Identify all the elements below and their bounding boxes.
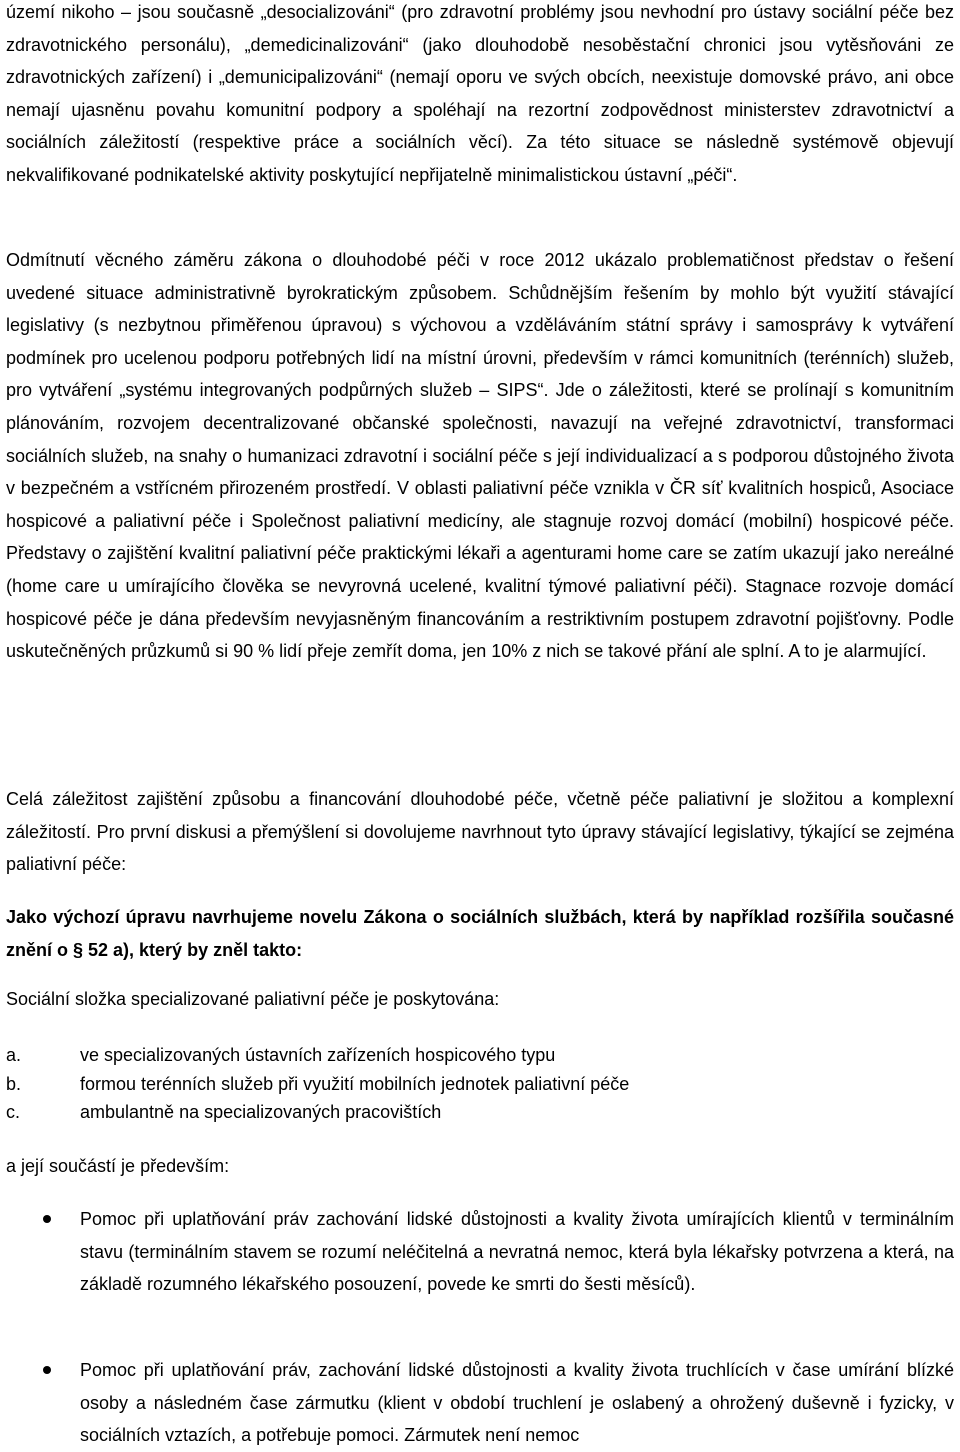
paragraph-proposal-bold: Jako výchozí úpravu navrhujeme novelu Zákona o sociálních službách, která by například rozšířila současné znění o § 52 a), který by zněl takto: (6, 907, 954, 960)
bullet-item (6, 1203, 954, 1301)
components-list-continued (6, 1354, 954, 1452)
components-list (6, 1203, 954, 1301)
list-item-text: ve specializovaných ústavních zařízeních hospicového typu (80, 1045, 556, 1065)
bullet-icon (43, 1215, 51, 1223)
provision-list (6, 1041, 954, 1127)
list-item (6, 1098, 954, 1127)
bullet-item-text: Pomoc při uplatňování práv, zachování lidské důstojnosti a kvality života truchlících v čase umírání blízké osoby a následném čase zármutku (klient v období truchlení je oslabený a ohrožený duševně i fyzicky, v sociálních vztazích, a potřebuje pomoci. Zármutek není nemoc (80, 1360, 954, 1446)
bullet-item-text: Pomoc při uplatňování práv zachování lidské důstojnosti a kvality života umírajících klientů v terminálním stavu (terminálním stavem se rozumí neléčitelná a nevratná nemoc, která byla lékařsky potvrzena a která, na základě rozumného lékařského posouzení, povede ke smrti do šesti měsíců). (80, 1209, 954, 1295)
paragraph-components-intro: a její součástí je především: (6, 1156, 230, 1176)
list-marker: c. (6, 1102, 21, 1122)
list-item-text: ambulantně na specializovaných pracovištích (80, 1102, 442, 1122)
list-marker: a. (6, 1045, 22, 1065)
bullet-item (6, 1354, 954, 1452)
list-marker: b. (6, 1073, 22, 1094)
bullet-icon (43, 1366, 51, 1374)
list-item (6, 1041, 954, 1070)
paragraph-provision-intro: Sociální složka specializované paliativní péče je poskytována: (6, 989, 500, 1009)
paragraph-complexity: Celá záležitost zajištění způsobu a financování dlouhodobé péče, včetně péče paliativní je složitou a komplexní záležitostí. Pro první diskusi a přemýšlení si dovolujeme navrhnout tyto úpravy stávající legislativy, týkající se zejména paliativní péče: (6, 789, 954, 875)
list-item-text: formou terénních služeb při využití mobilních jednotek paliativní péče (80, 1073, 630, 1094)
paragraph-intro: území nikoho – jsou současně „desocializováni“ (pro zdravotní problémy jsou nevhodní pro ústavy sociální péče bez zdravotnického personálu), „demedicinalizováni“ (jako dlouhodobě nesoběstační chronici jsou vytěsňováni ze zdravotnických zařízení) i „demunicipalizováni“ (nemají oporu ve svých obcích, neexistuje domovské právo, ani obce nemají ujasněnu povahu komunitní podpory a spoléhají na rezortní zodpovědnost ministerstev zdravotnictví a sociálních záležitostí (respektive práce a sociálních věcí). Za této situace se následně systémově objevují nekvalifikované podnikatelské aktivity poskytující nepřijatelně minimalistickou ústavní „péči“. (6, 2, 954, 185)
paragraph-rejection: Odmítnutí věcného záměru zákona o dlouhodobé péči v roce 2012 ukázalo problematičnost představ o řešení uvedené situace administrativně byrokratickým způsobem. Schůdnějším řešením by mohlo být využití stávající legislativy (s nezbytnou přiměřenou úpravou) s výchovou a vzděláváním státní správy i samosprávy k vytváření podmínek pro ucelenou podporu potřebných lidí na místní úrovni, především v rámci komunitních (terénních) služeb, pro vytváření „systému integrovaných podpůrných služeb – SIPS“. Jde o záležitosti, které se prolínají s komunitním plánováním, rozvojem decentralizované občanské společnosti, navazují na veřejné zdravotnictví, transformaci sociálních služeb, na snahy o humanizaci zdravotní i sociální péče s její individualizací a s podporou důstojného života v bezpečném a vstřícném přirozeném prostředí. V oblasti paliativní péče vznikla v ČR síť kvalitních hospiců, Asociace hospicové a paliativní péče i Společnost paliativní medicíny, ale stagnuje rozvoj domácí (mobilní) hospicové péče. Představy o zajištění kvalitní paliativní péče praktickými lékaři a agenturami home care se zatím ukazují jako nereálné (home care u umírajícího člověka se nevyrovná ucelené, kvalitní týmové paliativní péči). Stagnace rozvoje domácí hospicové péče je dána především nevyjasněným financováním a restriktivním postupem zdravotní pojišťovny. Podle uskutečněných průzkumů si 90 % lidí přeje zemřít doma, jen 10% z nich se takové přání ale splní. A to je alarmující. (6, 250, 954, 662)
list-item (6, 1070, 954, 1099)
